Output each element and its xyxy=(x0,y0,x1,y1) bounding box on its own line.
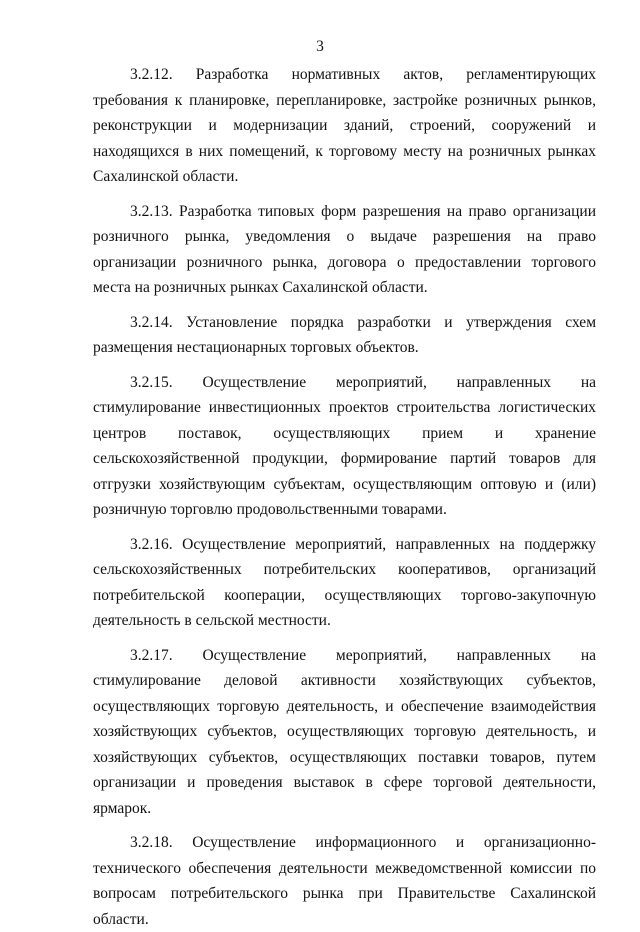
paragraph-3-2-16: 3.2.16. Осуществление мероприятий, направленных на поддержку сельскохозяйственных потребительских кооперативов, организаций потребительской кооперации, осуществляющих торгово-закупочную деятельность в сельской местности. xyxy=(93,535,596,629)
paragraph-3-2-13: 3.2.13. Разработка типовых форм разрешения на право организации розничного рынка, уведомления о выдаче разрешения на право организации розничного рынка, договора о предоставлении торгового места на розничных рынках Сахалинской области. xyxy=(93,202,596,296)
paragraph-3-2-18: 3.2.18. Осуществление информационного и организационно-технического обеспечения деятельности межведомственной комиссии по вопросам потребительского рынка при Правительстве Сахалинской области. xyxy=(93,834,596,928)
paragraph-3-2-15: 3.2.15. Осуществление мероприятий, направленных на стимулирование инвестиционных проектов строительства логистических центров поставок, осуществляющих прием и хранение сельскохозяйственной продукции, формирование партий товаров для отгрузки хозяйствующим субъектам, осуществляющим оптовую и (или) розничную торговлю продовольственными товарами. xyxy=(93,373,596,518)
paragraph-3-2-14: 3.2.14. Установление порядка разработки и утверждения схем размещения нестационарных торговых объектов. xyxy=(93,313,596,356)
paragraph-3-2-12: 3.2.12. Разработка нормативных актов, регламентирующих требования к планировке, перепланировке, застройке розничных рынков, реконструкции и модернизации зданий, строений, сооружений и находящихся в них помещений, к торговому месту на розничных рынках Сахалинской области. xyxy=(93,66,596,185)
page-number: 3 xyxy=(316,38,324,55)
paragraph-3-2-17: 3.2.17. Осуществление мероприятий, направленных на стимулирование деловой активности хозяйствующих субъектов, осуществляющих торговую деятельность, и обеспечение взаимодействия хозяйствующих субъектов, осуществляющих торговую деятельность, и хозяйствующих субъектов, осуществляющих поставки товаров, путем организации и проведения выставок в сфере торговой деятельности, ярмарок. xyxy=(93,646,596,817)
document-body xyxy=(93,62,596,932)
